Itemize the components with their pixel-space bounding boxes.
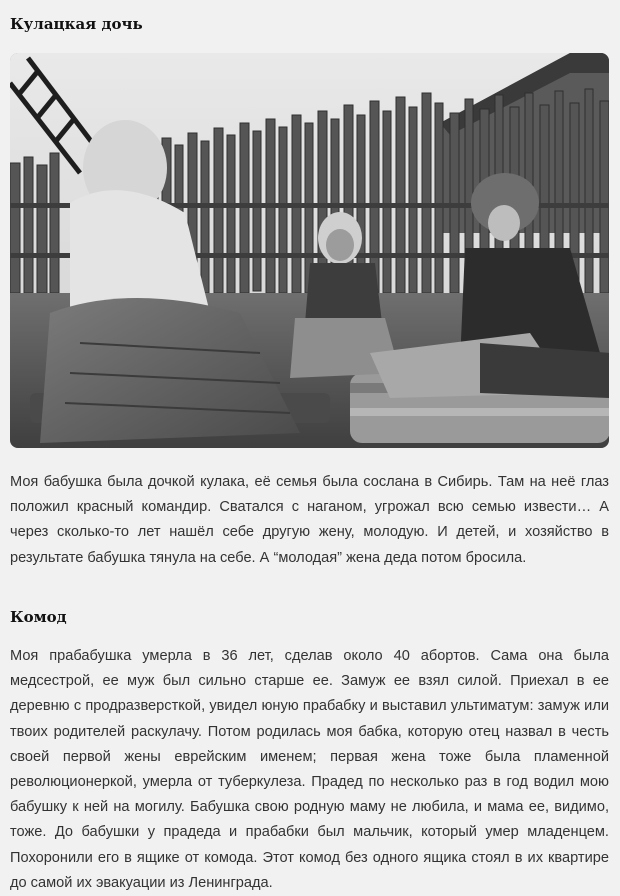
section-title-dresser: Комод [10, 608, 67, 626]
archival-photo [10, 53, 609, 448]
section-text-dresser: Моя прабабушка умерла в 36 лет, сделав около 40 абортов. Сама она была медсестрой, ее муж был сильно старше ее. Замуж ее взял силой. Приехал в ее деревню с продразверсткой, увидел юную прабабку и выставил ультиматум: замуж или твоих родителей раскулачу. Потом родилась моя бабка, которую отец назвал в честь своей первой жены еврейским именем; первая жена тоже была пламенной революционеркой, умерла от туберкулеза. Прадед по несколько раз в год водил мою бабушку к ней на могилу. Бабушка свою родную маму не любила, и мама ее, видимо, тоже. До бабушки у прадеда и прабабки был мальчик, который умер младенцем. Похоронили его в ящике от комода. Этот комод без одного ящика стоял в их квартире до самой их эвакуации из Ленинграда. [10, 648, 609, 891]
section-title-kulak-daughter: Кулацкая дочь [10, 15, 143, 33]
section-text-kulak-daughter: Моя бабушка была дочкой кулака, её семья была сослана в Сибирь. Там на неё глаз положил красный командир. Сватался с наганом, угрожал всю семью извести… А через сколько-то лет нашёл себе другую жену, молодую. И детей, и хозяйство в результате бабушка тянула на себе. А “молодая” жена деда потом бросила. [10, 474, 609, 566]
